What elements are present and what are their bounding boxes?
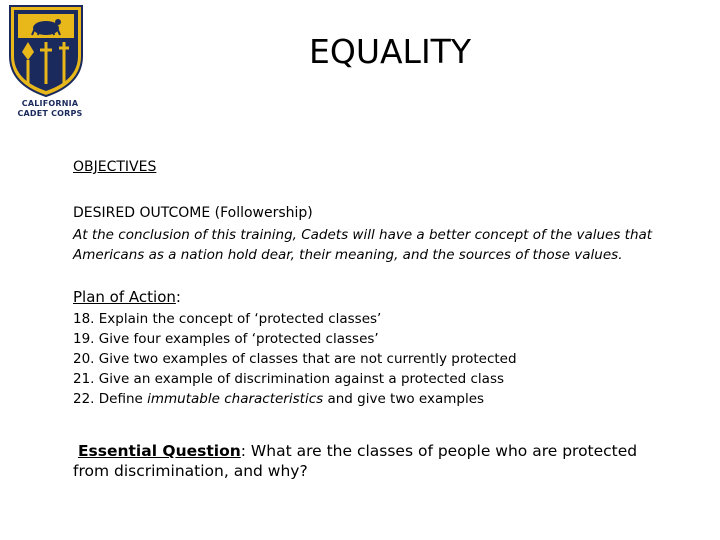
plan-of-action-list	[73, 309, 517, 409]
plan-item-20: 20. Give two examples of classes that are not currently protected	[73, 351, 517, 367]
plan-item-21: 21. Give an example of discrimination against a protected class	[73, 371, 505, 387]
plan-item-22-prefix: 22. Define	[73, 391, 148, 407]
logo-caption	[8, 99, 92, 119]
plan-of-action-label: Plan of Action	[73, 288, 176, 306]
logo-line-2: CADET CORPS	[17, 109, 83, 118]
plan-of-action-colon: :	[175, 288, 181, 306]
plan-item-19: 19. Give four examples of ‘protected classes’	[73, 331, 379, 347]
plan-item-22-emphasis: immutable characteristics	[147, 391, 324, 407]
logo-line-1: CALIFORNIA	[21, 99, 79, 108]
plan-item-18: 18. Explain the concept of ‘protected classes’	[73, 311, 382, 327]
plan-item-22-suffix: and give two examples	[323, 391, 485, 407]
essential-question-label: Essential Question	[77, 442, 241, 460]
desired-outcome-text: At the conclusion of this training, Cadets will have a better concept of the values that Americans as a nation hold dear, their meaning, and the sources of those values.	[73, 227, 653, 263]
essential-question	[73, 441, 673, 481]
plan-item-22	[73, 389, 517, 409]
plan-of-action-heading	[73, 288, 181, 306]
desired-outcome-heading: DESIRED OUTCOME (Followership)	[73, 205, 313, 221]
essential-question-text: : What are the classes of people who are protected from discrimination, and why?	[73, 442, 638, 480]
page-title: EQUALITY	[309, 32, 471, 71]
objectives-heading: OBJECTIVES	[73, 159, 157, 175]
